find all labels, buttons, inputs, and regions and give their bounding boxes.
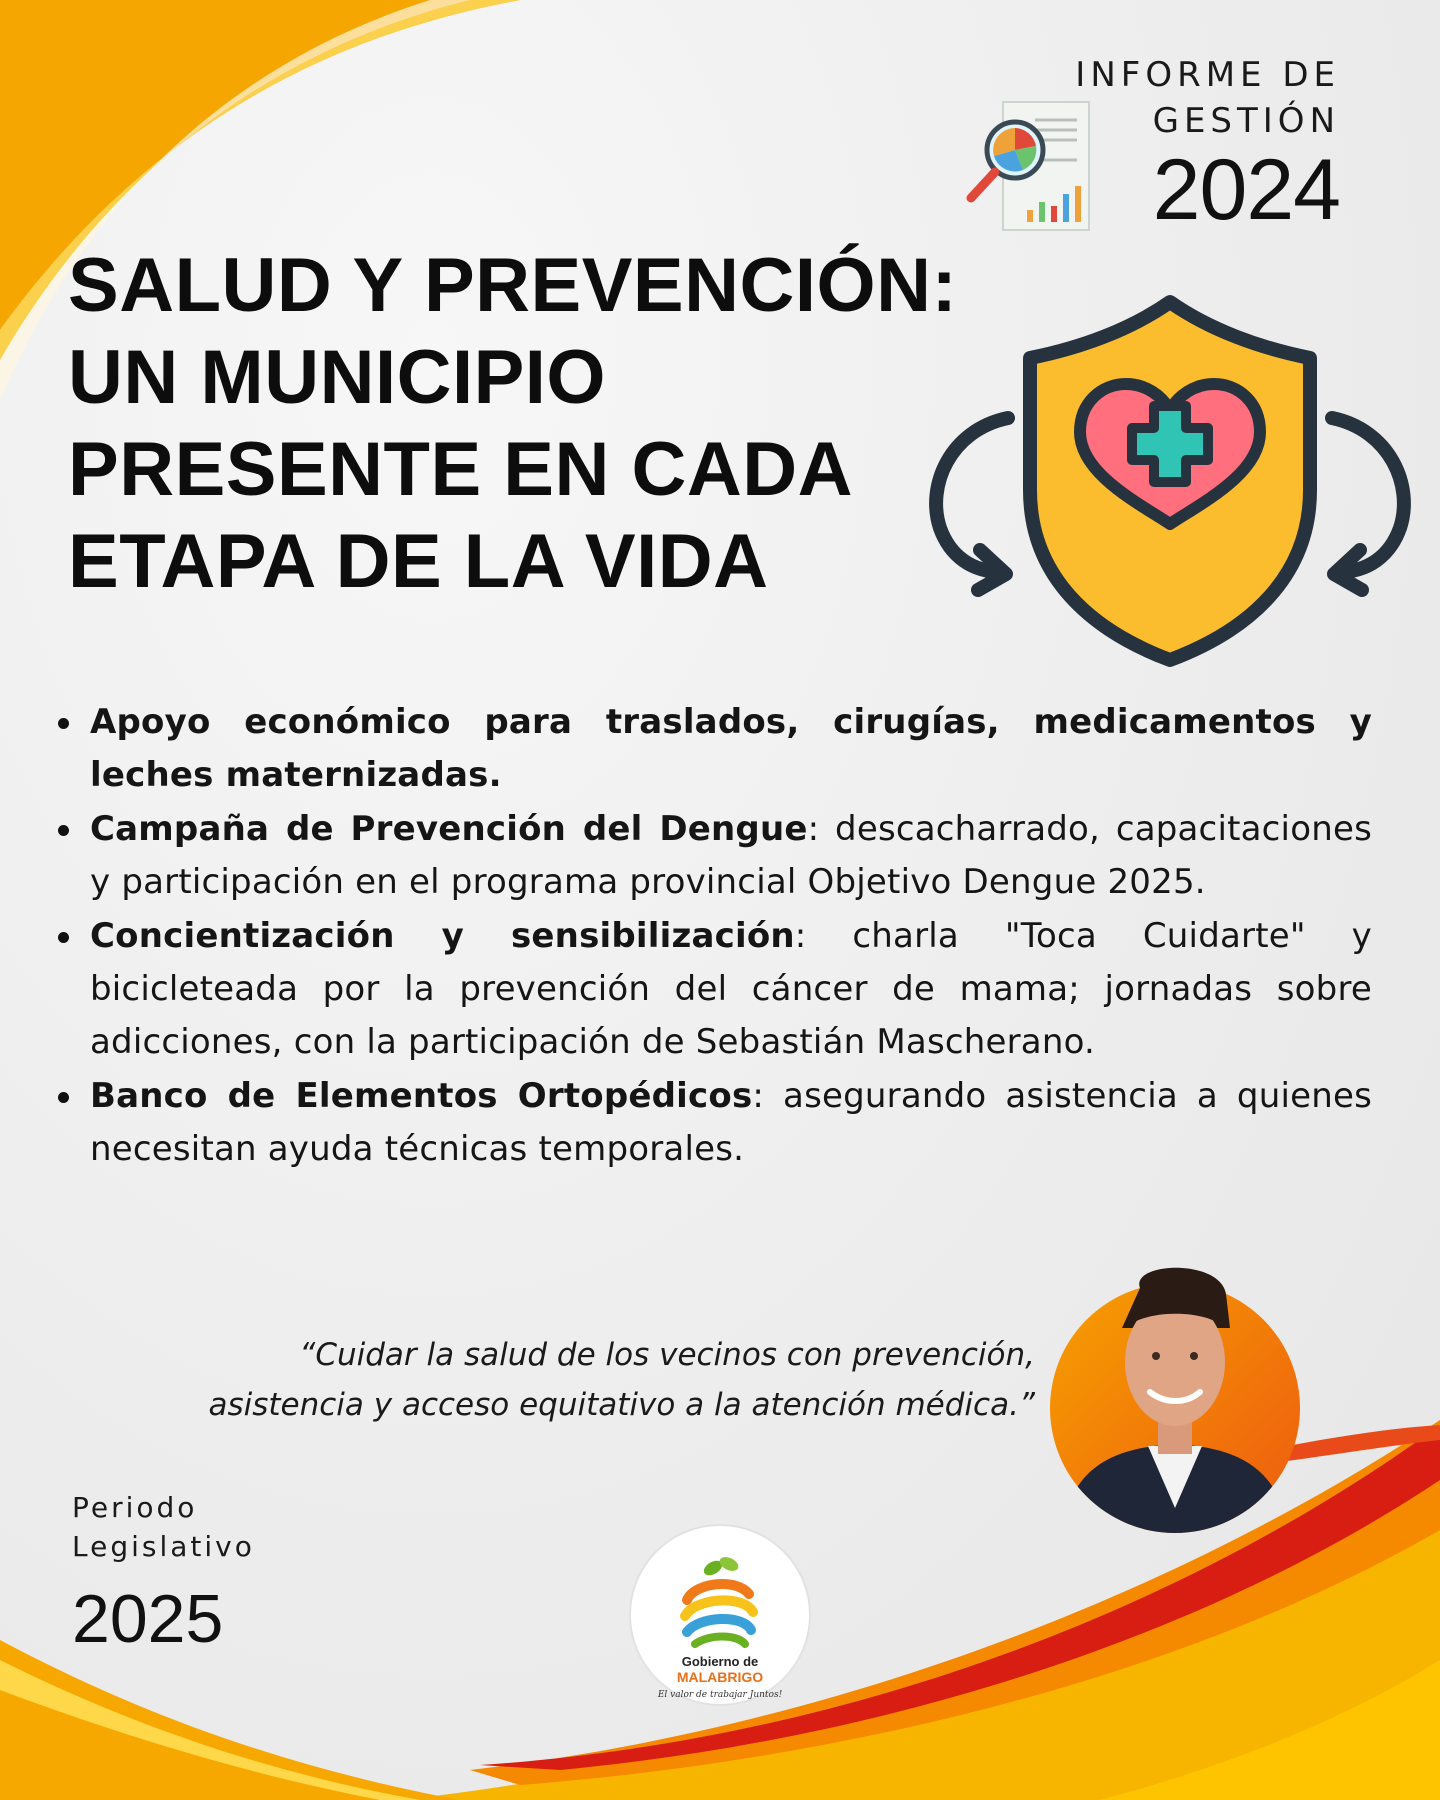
item-text: : asegurando asistencia a quienes necesitan ayuda técnicas temporales.: [90, 1076, 1373, 1169]
report-title-line2: GESTIÓN: [1152, 101, 1340, 141]
legislative-period: [72, 1488, 255, 1664]
report-year: 2024: [1152, 142, 1340, 238]
logo-line1: Gobierno de: [681, 1654, 759, 1669]
list-item: [50, 1070, 1372, 1176]
title-line4: ETAPA DE LA VIDA: [68, 519, 769, 604]
quote-line1: “Cuidar la salud de los vecinos con prevención,: [299, 1337, 1035, 1373]
government-logo: [625, 1520, 815, 1710]
achievements-list: [50, 696, 1372, 1177]
item-bold: Banco de Elementos Ortopédicos: [90, 1076, 753, 1116]
list-item: [50, 910, 1372, 1069]
period-year: 2025: [72, 1581, 224, 1657]
item-bold: Apoyo económico para traslados, cirugías, medicamentos y leches maternizadas.: [90, 702, 1372, 795]
item-bold: Campaña de Prevención del Dengue: [90, 809, 808, 849]
health-shield-icon: [920, 290, 1420, 670]
logo-tagline: El valor de trabajar Juntos!: [657, 1690, 783, 1700]
title-line3: PRESENTE EN CADA: [68, 427, 853, 512]
item-text: : descacharrado, capacitaciones y participación en el programa provincial Objetivo Dengue 2025.: [90, 809, 1372, 902]
period-label-line1: Periodo: [72, 1491, 198, 1524]
mayor-quote: [60, 1330, 1035, 1430]
report-chart-magnifier-icon: [965, 98, 1105, 238]
item-text: : charla "Toca Cuidarte" y bicicleteada por la prevención del cáncer de mama; jornadas sobre adicciones, con la participación de Sebastián Mascherano.: [90, 916, 1372, 1062]
period-label-line2: Legislativo: [72, 1530, 255, 1563]
report-title-line1: INFORME DE: [1075, 55, 1340, 95]
item-bold: Concientización y sensibilización: [90, 916, 795, 956]
mayor-portrait: [1050, 1258, 1300, 1538]
title-line1: SALUD Y PREVENCIÓN:: [68, 243, 958, 328]
list-item: [50, 696, 1372, 802]
page-title: [68, 240, 998, 608]
logo-line2: MALABRIGO: [676, 1669, 764, 1685]
title-line2: UN MUNICIPIO: [68, 335, 606, 420]
quote-line2: asistencia y acceso equitativo a la atención médica.”: [208, 1387, 1035, 1423]
list-item: [50, 803, 1372, 909]
